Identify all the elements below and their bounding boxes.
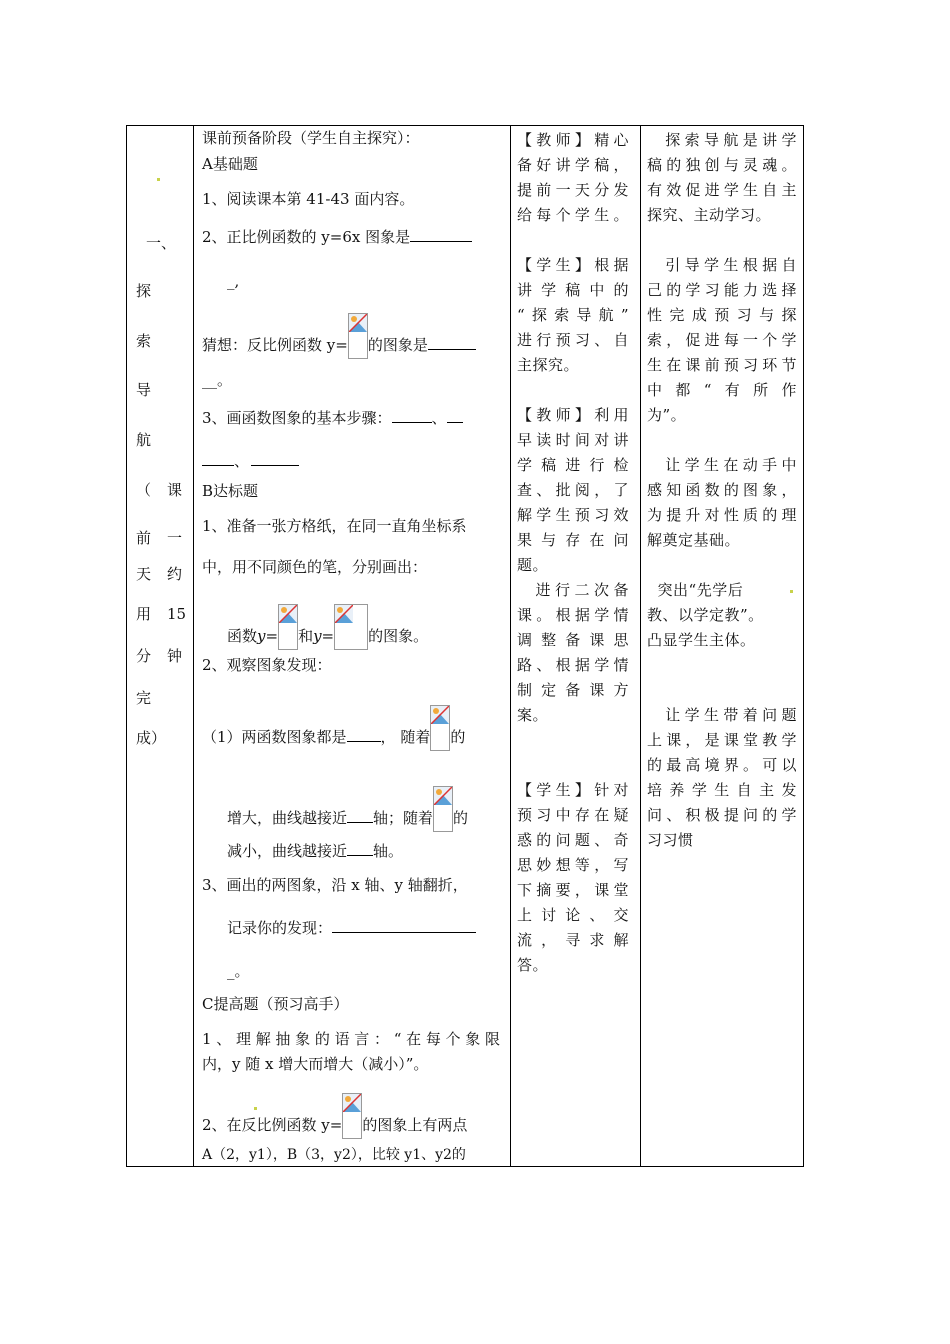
stage-label: 用 [136, 605, 152, 623]
formula-image-icon [433, 786, 453, 832]
column-divider [193, 126, 194, 1166]
intent-line: 让学生带着问题 [647, 706, 797, 724]
question-text: 3、画函数图象的基本步骤： [202, 409, 392, 427]
question-a2-tail: _, [227, 272, 240, 290]
question-b1-functions [227, 604, 428, 650]
section-header: 课前预备阶段（学生自主探究）： [202, 129, 420, 147]
question-text: 的图象。 [368, 627, 429, 645]
intent-line: 有效促进学生自主 [647, 181, 797, 199]
stage-label: 索 [136, 332, 152, 350]
formula-image-icon [278, 604, 298, 650]
question-text: 和 [298, 627, 314, 645]
answer-blank [447, 407, 463, 423]
intent-line: 问、积极提问的学 [647, 806, 797, 824]
intent-line: 己的学习能力选择 [647, 281, 797, 299]
activity-line: 思妙想等，写 [517, 856, 629, 874]
question-b1: 中，用不同颜色的笔，分别画出： [202, 558, 428, 576]
stage-label: 15 [167, 605, 187, 623]
question-a3-tail [202, 450, 299, 471]
question-text: ， 随着 [380, 728, 431, 746]
teacher-student-activity-column [517, 128, 629, 978]
answer-blank [392, 407, 432, 423]
answer-blank [347, 807, 373, 823]
question-text: 轴；随着 [373, 809, 434, 827]
activity-line: 题。 [517, 556, 549, 574]
activity-line: 早读时间对讲 [517, 431, 629, 449]
decor-dot [157, 178, 160, 181]
design-intent-column [647, 128, 797, 853]
intent-line: 探索导航是讲学 [647, 131, 797, 149]
answer-blank [347, 840, 373, 856]
question-text: y= [313, 627, 335, 645]
question-a3 [202, 407, 463, 428]
question-text: 增大，曲线越接近 [227, 809, 348, 827]
activity-line: 预习中存在疑 [517, 806, 629, 824]
intent-line: 为”。 [647, 406, 687, 424]
question-b2-2 [227, 786, 468, 832]
answer-blank [251, 450, 299, 466]
question-text: （1）两函数图象都是 [202, 728, 347, 746]
decor-dot [254, 1107, 257, 1110]
question-text: 的图象上有两点 [362, 1116, 468, 1134]
answer-blank [410, 226, 472, 242]
question-text: y= [257, 627, 279, 645]
stage-label: 前 [136, 529, 152, 547]
answer-blank [202, 450, 234, 466]
activity-line: 【教师】精心 [517, 131, 629, 149]
stage-label: 航 [136, 431, 152, 449]
formula-image-icon [342, 1093, 362, 1139]
activity-line: “探索导航” [517, 306, 629, 324]
question-c1: 内，y 随 x 增大而增大（减小）”。 [202, 1055, 429, 1073]
answer-blank [332, 917, 476, 933]
intent-line: 上课，是课堂教学 [647, 731, 797, 749]
intent-line: 稿的独创与灵魂。 [647, 156, 797, 174]
question-c2 [202, 1093, 467, 1139]
question-c1 [202, 1029, 500, 1049]
question-b2-1 [202, 705, 465, 751]
intent-line: 教、以学定教”。 [647, 606, 764, 624]
intent-line: 突出“先学后 [647, 581, 744, 599]
activity-line: 案。 [517, 706, 549, 724]
question-b3: 3、画出的两图象，沿 x 轴、y 轴翻折， [202, 876, 468, 894]
intent-line: 习习惯 [647, 831, 694, 849]
question-text: 的 [450, 728, 466, 746]
activity-line: 答。 [517, 956, 549, 974]
question-text: 猜想：反比例函数 y= [202, 336, 348, 354]
activity-line: 讲学稿中的 [517, 281, 629, 299]
intent-line: 为提升对性质的理 [647, 506, 797, 524]
intent-line: 引导学生根据自 [647, 256, 797, 274]
activity-line: 果与存在问 [517, 531, 629, 549]
stage-label: 导 [136, 381, 152, 399]
activity-line: 备好讲学稿， [517, 156, 629, 174]
intent-line: 解奠定基础。 [647, 531, 741, 549]
activity-line: 【学生】针对 [517, 781, 629, 799]
activity-line: 学稿进行检 [517, 456, 629, 474]
question-c2-points: A（2，y1），B（3，y2），比较 y1、y2的 [202, 1147, 466, 1163]
activity-line: 提前一天分发 [517, 181, 629, 199]
stage-label: 完 [136, 689, 152, 707]
activity-line: 给每个学生。 [517, 206, 629, 224]
intent-line: 的最高境界。可以 [647, 756, 797, 774]
activity-line: 进行二次备 [517, 581, 629, 599]
question-text: 减小，曲线越接近 [227, 842, 348, 860]
activity-line: 调整备课思 [517, 631, 629, 649]
activity-line: 主探究。 [517, 356, 580, 374]
stage-label: 钟 [167, 647, 183, 665]
activity-line: 路、根据学情 [517, 656, 629, 674]
separator: 、 [431, 409, 447, 427]
intent-line: 感知函数的图象， [647, 481, 797, 499]
question-text: 轴。 [373, 842, 404, 860]
section-b-title: B达标题 [202, 482, 259, 500]
activity-line: 课。根据学情 [517, 606, 629, 624]
answer-blank [347, 726, 381, 742]
column-divider [510, 126, 511, 1166]
activity-line: 进行预习、自 [517, 331, 629, 349]
stage-label: 约 [167, 565, 183, 583]
stage-label: （ [136, 481, 152, 499]
stage-label: 一 [167, 529, 183, 547]
question-text: 函数 [227, 627, 258, 645]
question-a1: 1、阅读课本第 41-43 面内容。 [202, 190, 415, 208]
stage-label: 成） [136, 729, 167, 747]
activity-line [517, 228, 629, 253]
activity-line: 上讨论、交 [517, 906, 629, 924]
question-b2-3 [227, 840, 403, 861]
intent-line: 培养学生自主发 [647, 781, 797, 799]
stage-label: 探 [136, 282, 152, 300]
activity-line: 【教师】利用 [517, 406, 629, 424]
decor-dot [790, 590, 793, 593]
question-text: 1、理解抽象的语言：“在每个象限 [202, 1030, 500, 1048]
question-text: 2、正比例函数的 y=6x 图象是 [202, 228, 411, 246]
answer-blank [428, 334, 476, 350]
question-a2 [202, 226, 472, 247]
intent-line: 凸显学生主体。 [647, 631, 756, 649]
intent-line: 探究、主动学习。 [647, 206, 772, 224]
question-b2: 2、观察图象发现： [202, 656, 332, 674]
intent-line: 索，促进每一个学 [647, 331, 797, 349]
activity-line: 制定备课方 [517, 681, 629, 699]
activity-line: 解学生预习效 [517, 506, 629, 524]
activity-line: 下摘要，课堂 [517, 881, 629, 899]
intent-line: 让学生在动手中 [647, 456, 797, 474]
stage-label: 课 [167, 481, 183, 499]
section-a-title: A基础题 [202, 155, 258, 173]
activity-line: 【学生】根据 [517, 256, 629, 274]
activity-line: 惑的问题、奇 [517, 831, 629, 849]
question-text: 的 [453, 809, 469, 827]
activity-line: 查、批阅，了 [517, 481, 629, 499]
question-text: 2、在反比例函数 y= [202, 1116, 343, 1134]
formula-image-icon [348, 313, 368, 359]
stage-label: 分 [136, 647, 152, 665]
guess-tail: __。 [202, 371, 233, 389]
stage-label: 一、 [146, 234, 177, 252]
column-divider [640, 126, 641, 1166]
activity-line: 流，寻求解 [517, 931, 629, 949]
question-text: 记录你的发现： [227, 919, 333, 937]
question-b3-tail: _。 [227, 962, 250, 980]
section-c-title: C提高题（预习高手） [202, 995, 349, 1013]
question-b1: 1、准备一张方格纸，在同一直角坐标系 [202, 517, 467, 535]
intent-line: 性完成预习与探 [647, 306, 797, 324]
guess-line [202, 313, 476, 359]
formula-image-icon [430, 705, 450, 751]
question-text: 的图象是 [367, 336, 428, 354]
stage-label: 天 [136, 565, 152, 583]
question-b3-record [227, 917, 476, 938]
intent-line: 中都“有所作 [647, 381, 797, 399]
formula-image-icon [334, 604, 368, 650]
separator: 、 [234, 452, 250, 470]
intent-line: 生在课前预习环节 [647, 356, 797, 374]
